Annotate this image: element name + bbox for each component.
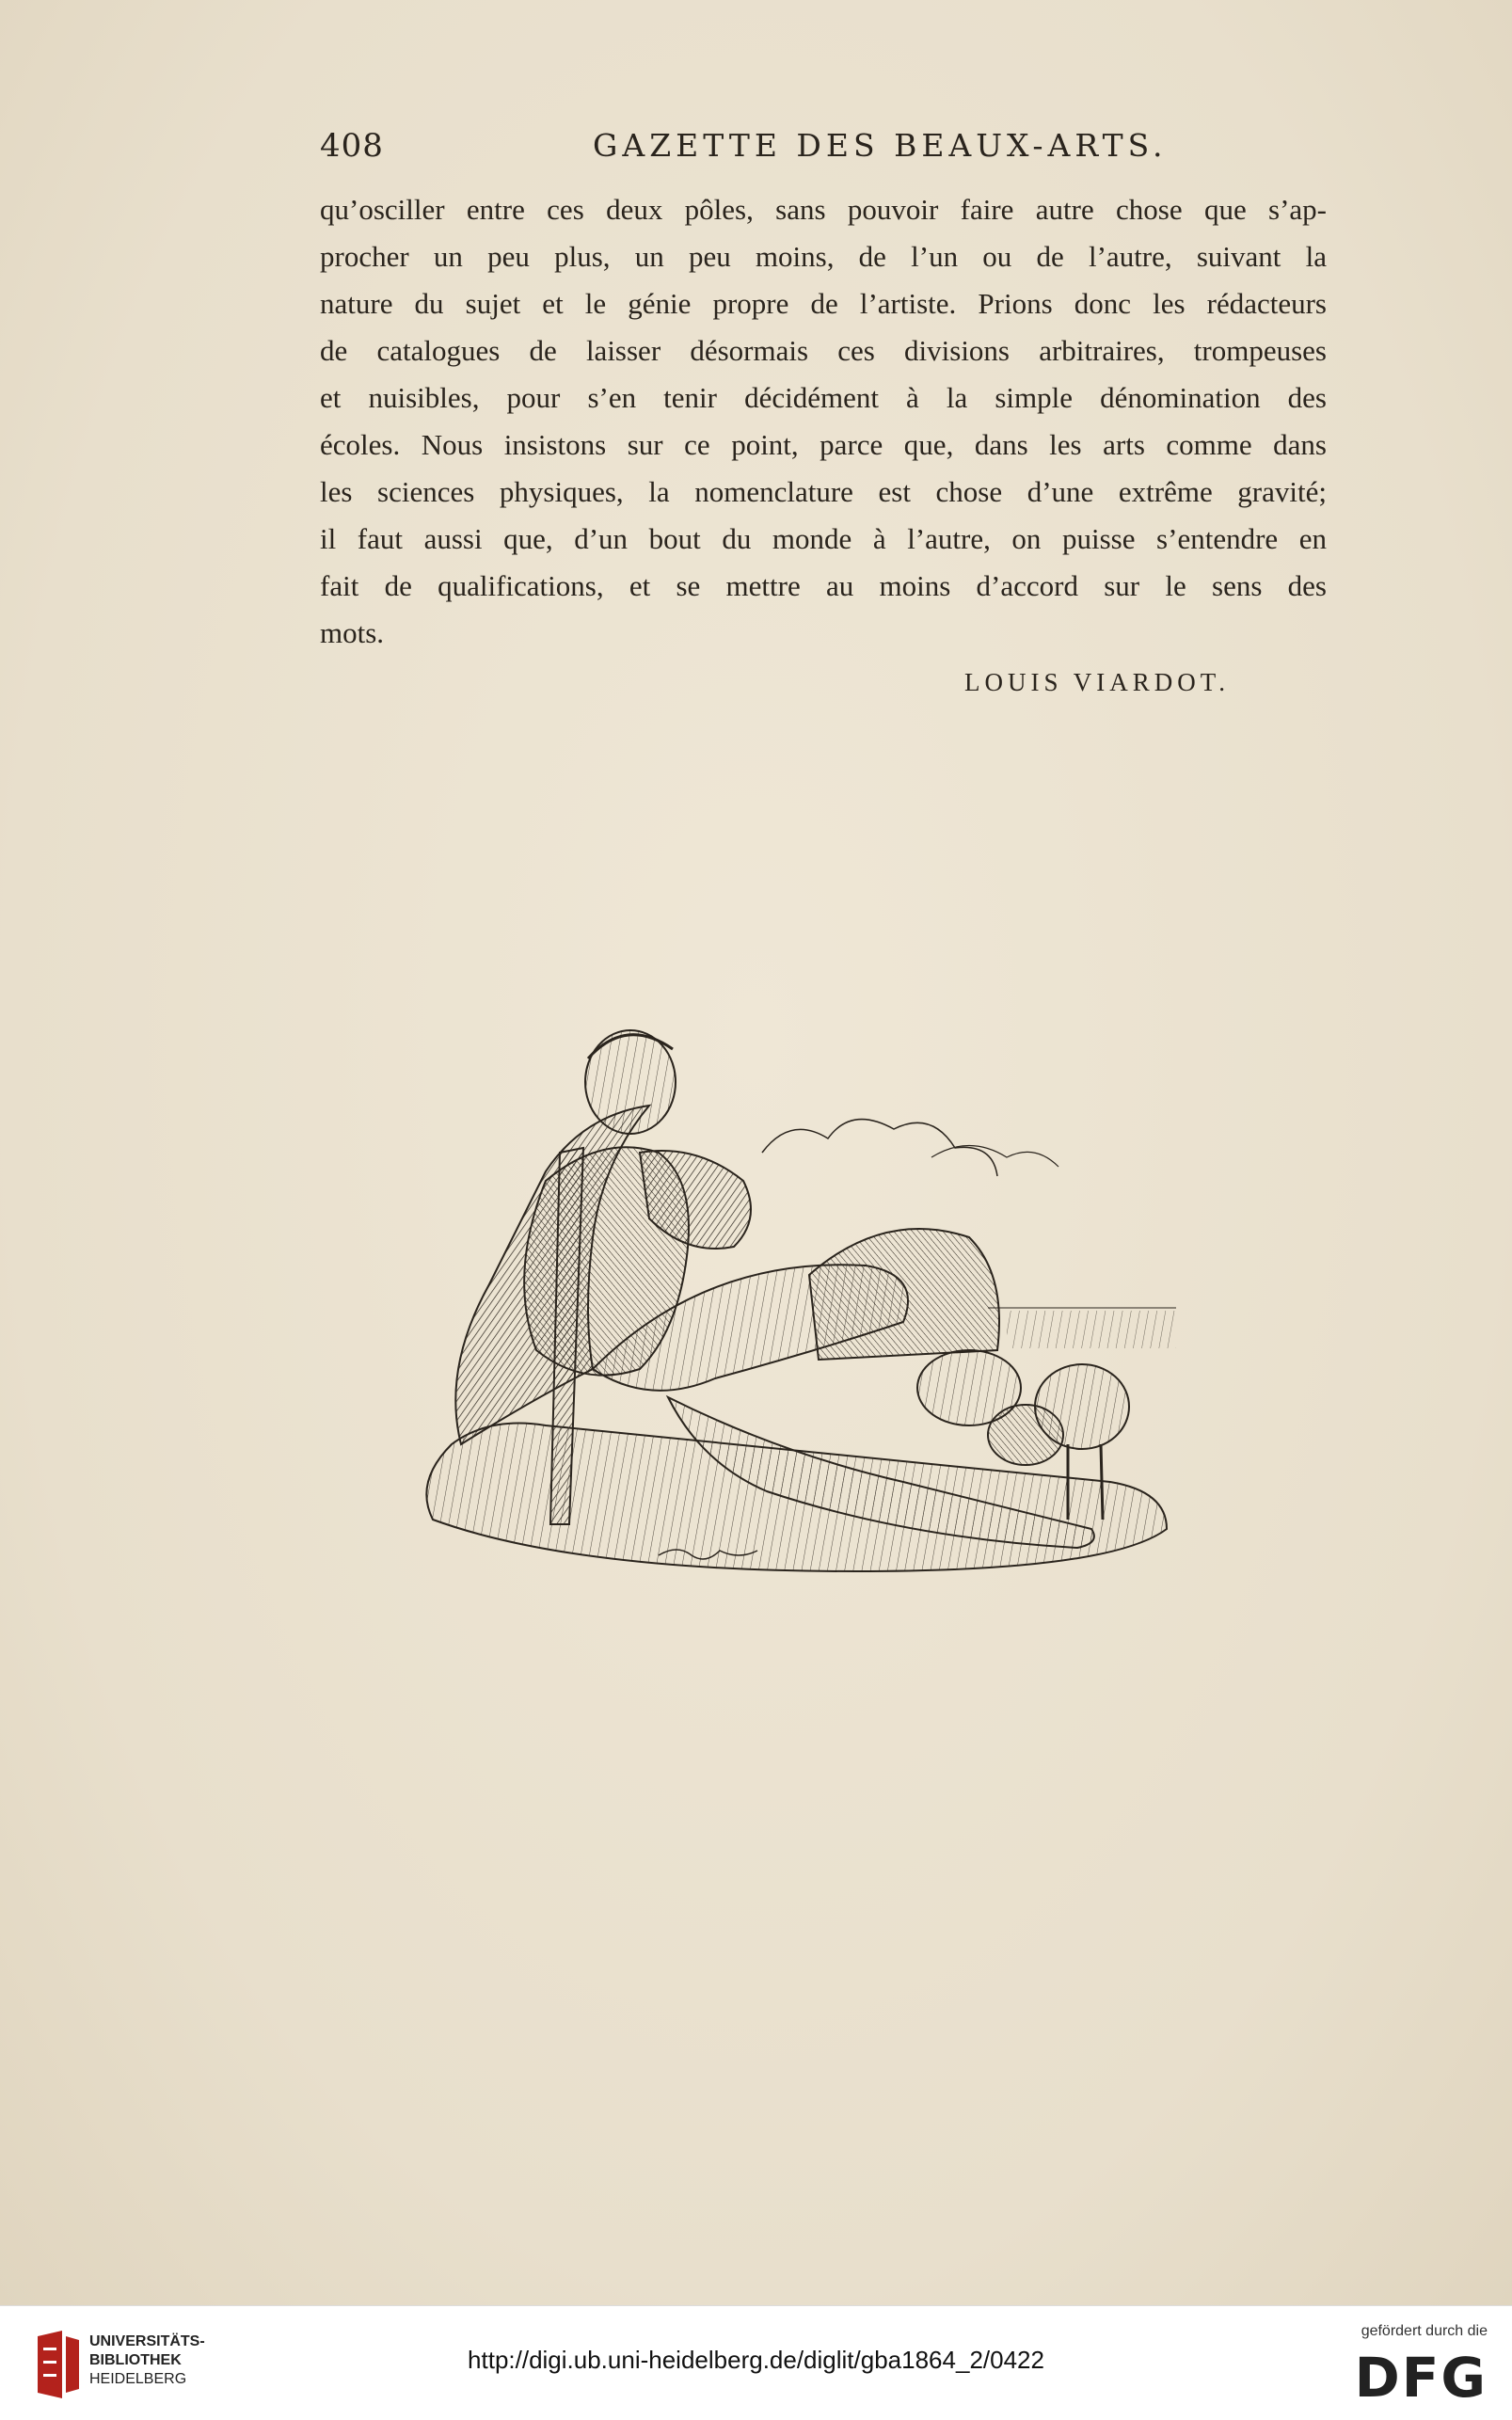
journal-title: GAZETTE DES BEAUX-ARTS. [593,127,1168,164]
text-line: qu’osciller entre ces deux pôles, sans pouvoir faire autre chose que s’ap- [320,193,1327,226]
body-paragraph [320,186,1327,657]
text-line: de catalogues de laisser désormais ces divisions arbitraires, trompeuses [320,334,1327,367]
permalink-url[interactable]: http://digi.ub.uni-heidelberg.de/diglit/gba1864_2/0422 [468,2346,1044,2374]
text-line: mots. [320,616,385,649]
author-signature: LOUIS VIARDOT. [964,668,1230,696]
page-number: 408 [320,127,384,165]
text-line: fait de qualifications, et se mettre au moins d’accord sur le sens des [320,569,1327,602]
text-line: les sciences physiques, la nomenclature est chose d’une extrême gravité; [320,475,1327,508]
text-line: et nuisibles, pour s’en tenir décidément à la simple dénomination des [320,381,1327,414]
running-head [320,127,1331,174]
library-name-line: BIBLIOTHEK [89,2352,182,2368]
text-line: nature du sujet et le génie propre de l’artiste. Prions donc les rédacteurs [320,287,1327,320]
engraving-illustration [405,993,1214,1585]
funded-by-label: gefördert durch die [1361,2323,1488,2339]
digitization-footer [0,2305,1512,2420]
text-line: il faut aussi que, d’un bout du monde à l’autre, on puisse s’entendre en [320,522,1327,555]
text-line: écoles. Nous insistons sur ce point, parce que, dans les arts comme dans [320,428,1327,461]
dfg-logo: DFG [1354,2346,1488,2410]
library-name-line: HEIDELBERG [89,2371,187,2387]
text-line: procher un peu plus, un peu moins, de l’un ou de l’autre, suivant la [320,240,1327,273]
library-name-line: UNIVERSITÄTS- [89,2333,205,2349]
